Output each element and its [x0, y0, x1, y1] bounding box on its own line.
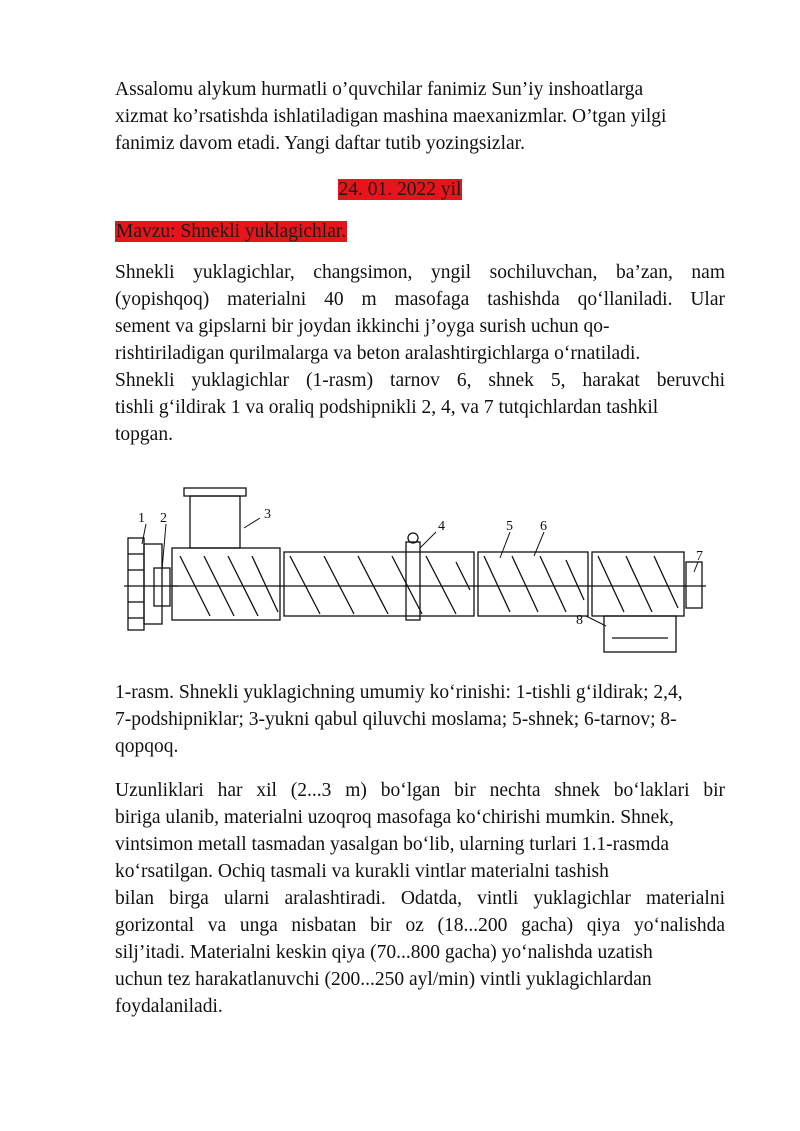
trough-section-3	[478, 552, 588, 616]
caption-line-2: 7-podshipniklar; 3-yukni qabul qiluvchi moslama; 5-shnek; 6-tarnov; 8-	[115, 709, 677, 730]
fig-label-1: 1	[138, 511, 145, 526]
screw-flights-4	[598, 556, 678, 612]
p1-line-2: (yopishqoq) materialni 40 m masofaga tashishda qo‘llaniladi. Ular	[115, 289, 725, 310]
fig-label-6: 6	[540, 519, 547, 534]
caption-line-3: qopqoq.	[115, 736, 179, 757]
p2-line-9: foydalaniladi.	[115, 996, 223, 1017]
trough-section-2	[284, 552, 474, 616]
caption-line-1: 1-rasm. Shnekli yuklagichning umumiy ko‘rinishi: 1-tishli g‘ildirak; 2,4,	[115, 682, 683, 703]
p1-line-1: Shnekli yuklagichlar, changsimon, yngil sochiluvchan, ba’zan, nam	[115, 262, 725, 283]
p2-line-7: silj’itadi. Materialni keskin qiya (70...800 gacha) yo‘nalishda uzatish	[115, 942, 653, 963]
date-line	[0, 176, 800, 203]
bearing-4-shape	[406, 542, 420, 620]
fig-label-8: 8	[576, 613, 583, 628]
wheel-hub-shape	[144, 544, 162, 624]
p2-line-8: uchun tez harakatlanuvchi (200...250 ayl/min) vintli yuklagichlardan	[115, 969, 652, 990]
p2-line-6: gorizontal va unga nisbatan bir oz (18...200 gacha) qiya yo‘nalishda	[115, 915, 725, 936]
p2-line-2: biriga ulanib, materialni uzoqroq masofaga ko‘chirishi mumkin. Shnek,	[115, 807, 674, 828]
intro-line-2: xizmat ko’rsatishda ishlatiladigan mashina maexanizmlar. O’tgan yilgi	[115, 106, 667, 127]
topic-line	[115, 218, 725, 245]
p2-line-1: Uzunliklari har xil (2...3 m) bo‘lgan bir nechta shnek bo‘laklari bir	[115, 780, 725, 801]
screw-flights-3	[484, 556, 584, 612]
paragraph-2	[115, 777, 725, 1020]
fig-label-5: 5	[506, 519, 513, 534]
fig-label-4: 4	[438, 519, 445, 534]
screw-conveyor-figure	[120, 478, 720, 656]
outlet-cover-8-shape	[604, 616, 676, 652]
fig-label-2: 2	[160, 511, 167, 526]
intro-line-1: Assalomu alykum hurmatli o’quvchilar fanimiz Sun’iy inshoatlarga	[115, 79, 644, 100]
hopper-rim-shape	[184, 488, 246, 496]
p1-line-6: tishli g‘ildirak 1 va oraliq podshipnikli 2, 4, va 7 tutqichlardan tashkil	[115, 397, 659, 418]
p2-line-5: bilan birga ularni aralashtiradi. Odatda, vintli yuklagichlar materialni	[115, 888, 725, 909]
screw-conveyor-drawing	[120, 478, 720, 656]
drive-wheel-shape	[128, 538, 144, 630]
p1-line-4: rishtiriladigan qurilmalarga va beton aralashtirgichlarga o‘rnatiladi.	[115, 343, 641, 364]
intro-paragraph	[115, 76, 725, 157]
p2-line-4: ko‘rsatilgan. Ochiq tasmali va kurakli vintlar materialni tashish	[115, 861, 609, 882]
figure-caption	[115, 679, 725, 760]
hopper-3-shape	[190, 496, 240, 548]
intro-line-3: fanimiz davom etadi. Yangi daftar tutib yozingsizlar.	[115, 133, 525, 154]
fig-label-7: 7	[696, 549, 703, 564]
screw-flights-2	[290, 556, 470, 614]
fig-label-3: 3	[264, 507, 271, 522]
p1-line-3: sement va gipslarni bir joydan ikkinchi j’oyga surish uchun qo-	[115, 316, 610, 337]
p2-line-3: vintsimon metall tasmadan yasalgan bo‘lib, ularning turlari 1.1-rasmda	[115, 834, 669, 855]
bearing-7-shape	[686, 562, 702, 608]
date-highlight: 24. 01. 2022 yil	[338, 179, 462, 200]
p1-line-7: topgan.	[115, 424, 173, 445]
topic-highlight: Mavzu: Shnekli yuklagichlar.	[116, 221, 347, 242]
trough-section-1	[172, 548, 280, 620]
p1-line-5: Shnekli yuklagichlar (1-rasm) tarnov 6, shnek 5, harakat beruvchi	[115, 370, 725, 391]
paragraph-1	[115, 259, 725, 448]
trough-section-4	[592, 552, 684, 616]
